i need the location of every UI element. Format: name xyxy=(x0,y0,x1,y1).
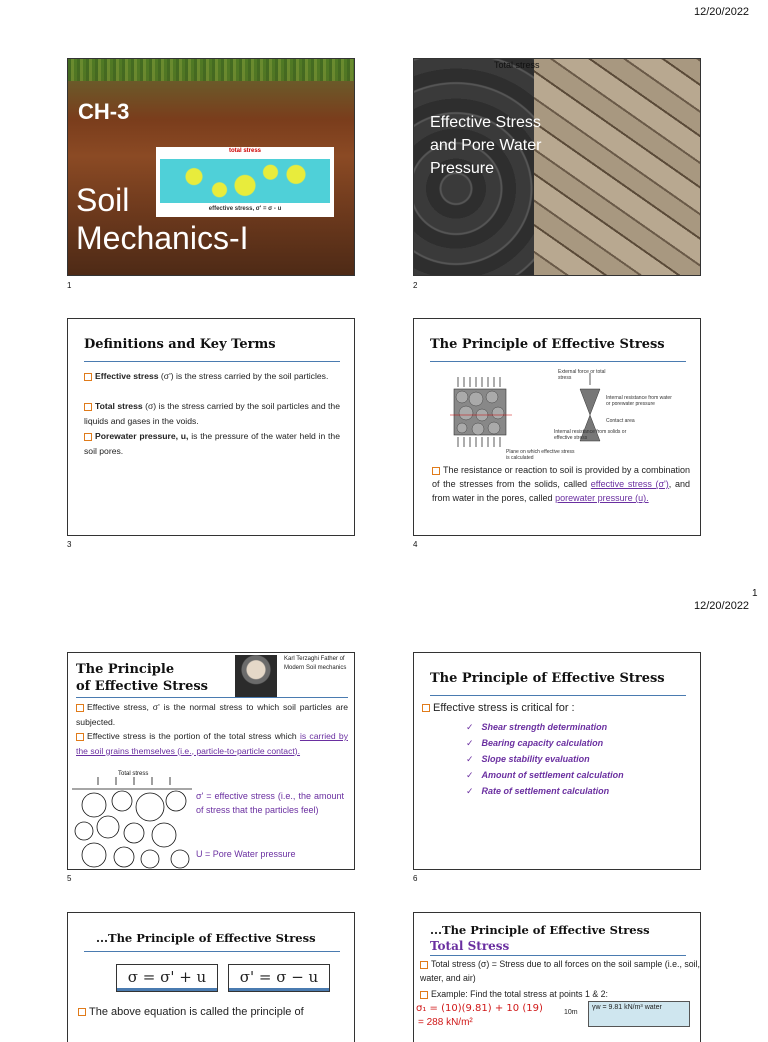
terzaghi-photo xyxy=(235,655,277,697)
particles-figure xyxy=(72,777,192,869)
bullet-box-icon xyxy=(432,467,440,475)
slide-number-4: 4 xyxy=(413,540,418,549)
item-settlement-rate: ✓ Rate of settlement calculation xyxy=(466,786,610,796)
slide-number-1: 1 xyxy=(67,281,72,290)
bullet-portion-total-stress: Effective stress is the portion of the total stress which is carried by the soil grains themselves (i.e., particle-to-particle contact). xyxy=(76,731,348,756)
slide-2 xyxy=(413,58,701,276)
slide-1 xyxy=(67,58,355,276)
bullet-box-icon xyxy=(420,991,428,999)
handwritten-result: = 288 kN/m² xyxy=(418,1017,473,1028)
course-title-line1: Soil xyxy=(76,182,130,218)
bullet-box-icon xyxy=(76,733,84,741)
slide-4 xyxy=(413,318,701,536)
slide-6-title: The Principle of Effective Stress xyxy=(430,671,665,686)
slide-7-title: ...The Principle of Effective Stress xyxy=(96,931,316,945)
check-icon: ✓ xyxy=(466,722,474,732)
slide-number-6: 6 xyxy=(413,874,418,883)
bullet-principle: The above equation is called the principle of xyxy=(78,1005,354,1020)
slide-4-title: The Principle of Effective Stress xyxy=(430,337,665,352)
equation-effective-stress: σ' = σ − u xyxy=(228,964,330,992)
bullet-box-icon xyxy=(78,1008,86,1016)
slide-5 xyxy=(67,652,355,870)
slide-8 xyxy=(413,912,701,1042)
slide-5-title-line1: The Principle xyxy=(76,662,175,677)
item-shear-strength: ✓ Shear strength determination xyxy=(466,722,608,732)
effective-stress-figure xyxy=(450,369,680,461)
definition-effective-stress: σ' = effective stress (i.e., the amount of stress that the particles feel) xyxy=(196,791,344,815)
depth-label: 10m xyxy=(564,1009,578,1016)
diagram-top-label: total stress xyxy=(228,148,261,154)
slide-5-title xyxy=(76,661,208,695)
title-rule xyxy=(84,951,340,952)
bullet-resistance: The resistance or reaction to soil is provided by a combination of the stresses from the solids, called effective stress (σ'), and from water in the pores, called porewater pressure (u). xyxy=(432,465,690,503)
bullet-total-stress: Total stress (σ) is the stress carried by the soil particles and the liquids and gases in the voids. xyxy=(84,401,340,426)
slide-number-5: 5 xyxy=(67,874,72,883)
slide-7 xyxy=(67,912,355,1042)
title-rule xyxy=(430,695,686,696)
fig-label-internal-solids: Internal resistance from solids or effective stress xyxy=(554,429,627,441)
definition-pore-water: U = Pore Water pressure xyxy=(196,849,296,859)
diagram-bottom-label: effective stress, σ' = σ - u xyxy=(208,206,282,212)
title-rule xyxy=(84,361,340,362)
title-rule xyxy=(76,697,348,698)
bullet-box-icon xyxy=(422,704,430,712)
bullet-box-icon xyxy=(420,961,428,969)
check-icon: ✓ xyxy=(466,770,474,780)
fig-label-contact: Contact area xyxy=(606,418,635,424)
item-bearing-capacity: ✓ Bearing capacity calculation xyxy=(466,738,604,748)
bullet-box-icon xyxy=(76,704,84,712)
date-middle: 12/20/2022 xyxy=(694,600,750,612)
check-icon: ✓ xyxy=(466,738,474,748)
fig-label-plane: Plane on which effective stress is calculated xyxy=(506,449,575,461)
item-slope-stability: ✓ Slope stability evaluation xyxy=(466,754,590,764)
course-title-line2: Mechanics-I xyxy=(76,220,249,256)
slide-8-title: ...The Principle of Effective Stress xyxy=(430,923,650,937)
photo-caption: Karl Terzaghi Father of Modern Soil mechanics xyxy=(284,656,347,671)
figure-total-stress-label: Total stress xyxy=(118,771,149,777)
bullet-normal-stress: Effective stress, σ' is the normal stress to which soil particles are subjected. xyxy=(76,702,348,727)
total-stress-label: Total stress xyxy=(494,60,540,70)
equation-total-stress: σ = σ' + u xyxy=(116,964,218,992)
slide-6 xyxy=(413,652,701,870)
slide-2-title: Effective Stress and Pore Water Pressure xyxy=(430,114,542,177)
course-title xyxy=(76,181,249,257)
check-icon: ✓ xyxy=(466,754,474,764)
critical-lead: Effective stress is critical for : xyxy=(422,702,575,714)
fig-label-external: External force or total stress xyxy=(558,369,606,381)
slide-3-title: Definitions and Key Terms xyxy=(84,337,276,352)
grass-image xyxy=(68,59,354,81)
slide-number-3: 3 xyxy=(67,540,72,549)
bullet-porewater-pressure: Porewater pressure, u, is the pressure of the water held in the soil pores. xyxy=(84,431,340,456)
bullet-total-stress-def: Total stress (σ) = Stress due to all forces on the soil sample (i.e., soil, water, and air) xyxy=(420,959,700,983)
bullet-box-icon xyxy=(84,373,92,381)
item-settlement-amount: ✓ Amount of settlement calculation xyxy=(466,770,624,780)
bullet-example: Example: Find the total stress at points 1 & 2: xyxy=(420,987,700,1002)
bullet-box-icon xyxy=(84,433,92,441)
date-top: 12/20/2022 xyxy=(694,6,750,18)
slide-5-title-line2: of Effective Stress xyxy=(76,679,208,694)
check-icon: ✓ xyxy=(466,786,474,796)
handwritten-calc: σ₁ = (10)(9.81) + 10 (19) xyxy=(416,1003,543,1014)
slide-number-2: 2 xyxy=(413,281,418,290)
bullet-effective-stress: Effective stress (σ') is the stress carried by the soil particles. xyxy=(84,369,340,384)
slide-8-subtitle: Total Stress xyxy=(430,939,510,953)
chapter-title: CH-3 xyxy=(78,99,130,124)
page-number: 1 xyxy=(752,588,758,599)
fig-label-internal-water: Internal resistance from water or porewater pressure xyxy=(606,395,672,407)
title-rule xyxy=(430,955,686,956)
title-rule xyxy=(430,361,686,362)
water-unit-note: γw = 9.81 kN/m³ water xyxy=(592,1004,662,1011)
bullet-box-icon xyxy=(84,403,92,411)
slide-3 xyxy=(67,318,355,536)
